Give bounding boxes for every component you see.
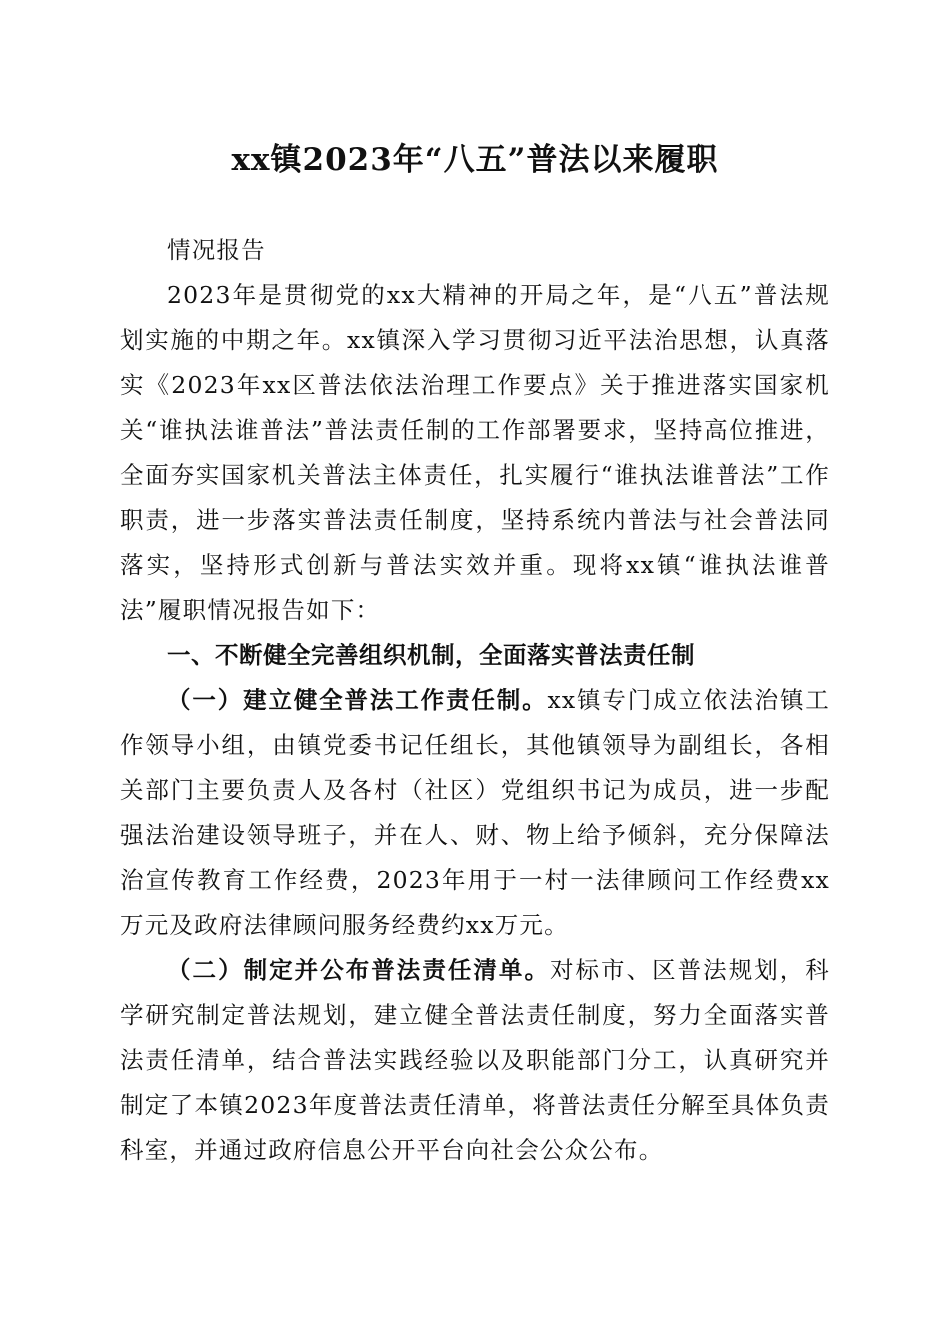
section-heading: 一、不断健全完善组织机制，全面落实普法责任制 [167, 641, 695, 669]
section-item-2 [120, 948, 830, 1173]
section-item-1 [120, 678, 830, 948]
section-item-2-text: 对标市、区普法规划，科学研究制定普法规划，建立健全普法责任制度，努力全面落实普法责任清单，结合普法实践经验以及职能部门分工，认真研究并制定了本镇2023年度普法责任清单，将普法责任分解至具体负责科室，并通过政府信息公开平台向社会公众公布。 [120, 956, 831, 1164]
section-item-1-lead: （一）建立健全普法工作责任制。 [167, 686, 548, 714]
document-title: xx镇2023年“八五”普法以来履职 [231, 142, 719, 178]
section-item-2-lead: （二）制定并公布普法责任清单。 [167, 956, 550, 984]
document-subtitle: 情况报告 [167, 236, 266, 264]
section-item-1-text: xx镇专门成立依法治镇工作领导小组，由镇党委书记任组长，其他镇领导为副组长，各相关部门主要负责人及各村（社区）党组织书记为成员，进一步配强法治建设领导班子，并在人、财、物上给予倾斜，充分保障法治宣传教育工作经费，2023年用于一村一法律顾问工作经费xx万元及政府法律顾问服务经费约xx万元。 [120, 686, 831, 939]
intro-paragraph: 2023年是贯彻党的xx大精神的开局之年，是“八五”普法规划实施的中期之年。xx镇深入学习贯彻习近平法治思想，认真落实《2023年xx区普法依法治理工作要点》关于推进落实国家机关“谁执法谁普法”普法责任制的工作部署要求，坚持高位推进，全面夯实国家机关普法主体责任，扎实履行“谁执法谁普法”工作职责，进一步落实普法责任制度，坚持系统内普法与社会普法同落实，坚持形式创新与普法实效并重。现将xx镇“谁执法谁普法”履职情况报告如下： [120, 281, 830, 624]
document-body [120, 228, 830, 1173]
